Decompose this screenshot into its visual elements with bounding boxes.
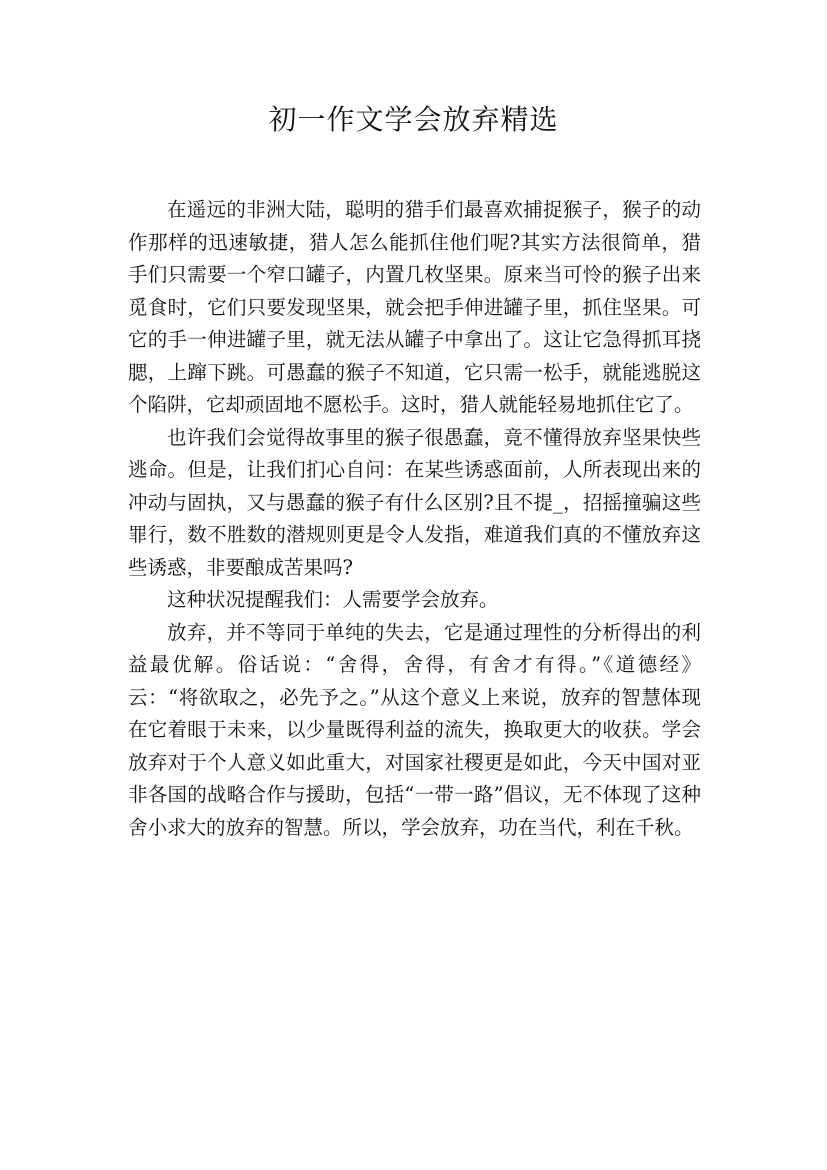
paragraph-1: 在遥远的非洲大陆，聪明的猎手们最喜欢捕捉猴子，猴子的动作那样的迅速敏捷，猎人怎么能抓住他们呢?其实方法很简单，猎手们只需要一个窄口罐子，内置几枚坚果。原来当可怜的猴子出来觅食时，它们只要发现坚果，就会把手伸进罐子里，抓住坚果。可它的手一伸进罐子里，就无法从罐子中拿出了。这让它急得抓耳挠腮，上蹿下跳。可愚蠢的猴子不知道，它只需一松手，就能逃脱这个陷阱，它却顽固地不愿松手。这时，猎人就能轻易地抓住它了。 bbox=[128, 198, 701, 416]
document-title: 初一作文学会放弃精选 bbox=[268, 103, 559, 136]
paragraph-2: 也许我们会觉得故事里的猴子很愚蠢，竟不懂得放弃坚果快些逃命。但是，让我们扪心自问：在某些诱惑面前，人所表现出来的冲动与固执，又与愚蠢的猴子有什么区别?且不提_，招摇撞骗这些罪行，数不胜数的潜规则更是令人发指，难道我们真的不懂放弃这些诱惑，非要酿成苦果吗? bbox=[128, 425, 701, 579]
paragraph-4: 放弃，并不等同于单纯的失去，它是通过理性的分析得出的利益最优解。俗话说：“舍得，舍得，有舍才有得。”《道德经》云：“将欲取之，必先予之。”从这个意义上来说，放弃的智慧体现在它着眼于未来，以少量既得利益的流失，换取更大的收获。学会放弃对于个人意义如此重大，对国家社稷更是如此，今天中国对亚非各国的战略合作与援助，包括“一带一路”倡议，无不体现了这种舍小求大的放弃的智慧。所以，学会放弃，功在当代，利在千秋。 bbox=[128, 620, 701, 839]
paragraph-3: 这种状况提醒我们：人需要学会放弃。 bbox=[167, 588, 499, 611]
document-body bbox=[128, 194, 701, 844]
